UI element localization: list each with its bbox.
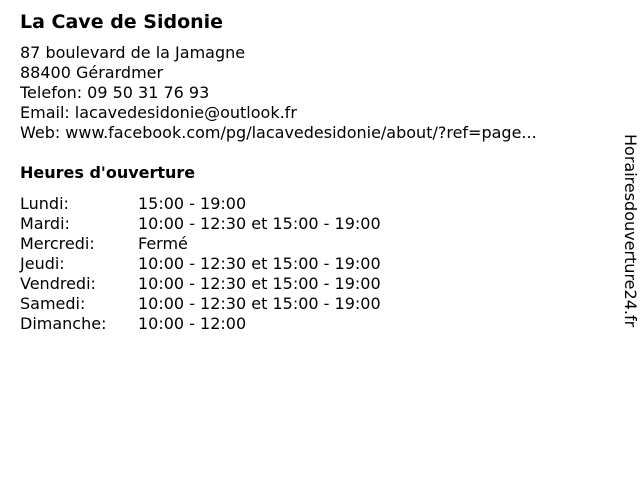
day-label: Dimanche:	[20, 314, 107, 333]
shop-name: La Cave de Sidonie	[20, 11, 224, 33]
day-hours: 10:00 - 12:30 et 15:00 - 19:00	[138, 294, 381, 313]
hours-row-friday	[20, 274, 381, 294]
day-label: Mercredi:	[20, 234, 95, 253]
phone-number[interactable]: 09 50 31 76 93	[87, 83, 210, 102]
site-watermark: Horairesdouverture24.fr	[621, 134, 640, 328]
day-label: Lundi:	[20, 194, 69, 213]
email-address[interactable]: lacavedesidonie@outlook.fr	[74, 103, 297, 122]
hours-row-thursday	[20, 254, 381, 274]
web-link[interactable]: www.facebook.com/pg/lacavedesidonie/about/?ref=page...	[65, 123, 537, 142]
day-hours: 15:00 - 19:00	[138, 194, 247, 213]
hours-row-saturday	[20, 294, 381, 314]
hours-row-wednesday	[20, 234, 381, 254]
opening-hours-title: Heures d'ouverture	[20, 163, 196, 182]
hours-row-monday	[20, 194, 381, 214]
opening-hours-table	[20, 194, 381, 334]
phone-row	[20, 83, 600, 103]
email-row	[20, 103, 600, 123]
day-hours: 10:00 - 12:30 et 15:00 - 19:00	[138, 274, 381, 293]
shop-card	[20, 10, 600, 334]
day-label: Jeudi:	[20, 254, 65, 273]
day-hours: 10:00 - 12:00	[138, 314, 247, 333]
web-label: Web:	[20, 123, 61, 142]
day-hours: Fermé	[138, 234, 188, 253]
address-line-1: 87 boulevard de la Jamagne	[20, 43, 246, 62]
hours-row-sunday	[20, 314, 381, 334]
hours-row-tuesday	[20, 214, 381, 234]
day-hours: 10:00 - 12:30 et 15:00 - 19:00	[138, 254, 381, 273]
web-row	[20, 123, 600, 143]
day-label: Vendredi:	[20, 274, 96, 293]
day-label: Mardi:	[20, 214, 70, 233]
address-line-2: 88400 Gérardmer	[20, 63, 164, 82]
phone-label: Telefon:	[20, 83, 83, 102]
email-label: Email:	[20, 103, 70, 122]
day-hours: 10:00 - 12:30 et 15:00 - 19:00	[138, 214, 381, 233]
day-label: Samedi:	[20, 294, 86, 313]
